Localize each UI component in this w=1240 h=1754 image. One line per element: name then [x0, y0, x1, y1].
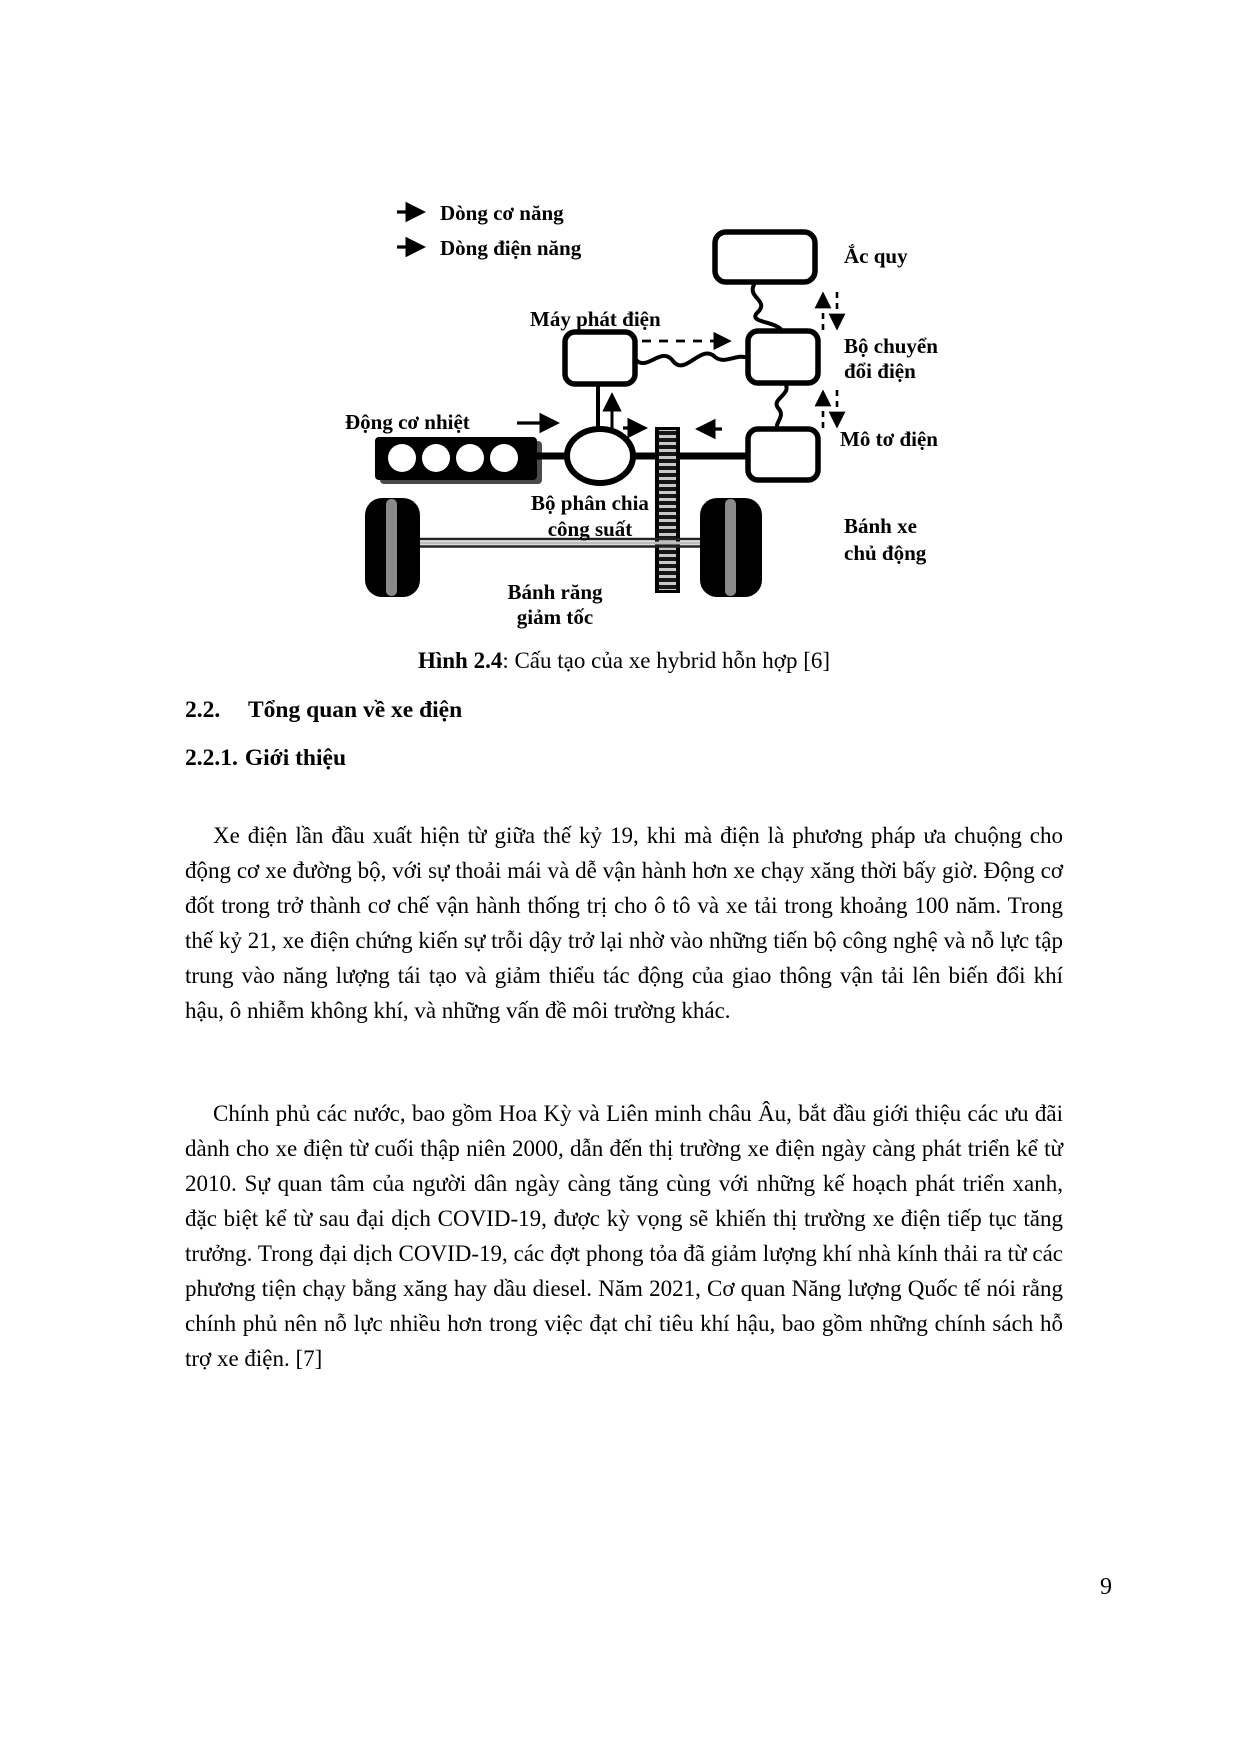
engine-cylinder-4: [490, 444, 518, 472]
converter-label-line2: đổi điện: [844, 359, 916, 383]
generator-box: [565, 332, 635, 384]
reduction-gear-label-line2: giảm tốc: [516, 605, 594, 629]
paragraph-ev-history: Xe điện lần đầu xuất hiện từ giữa thế kỷ 19, khi mà điện là phương pháp ưa chuộng cho động cơ xe đường bộ, với sự thoải mái và dễ vận hành hơn xe chạy xăng thời bấy giờ. Động cơ đốt trong trở thành cơ chế vận hành thống trị cho ô tô và xe tải trong khoảng 100 năm. Trong thế kỷ 21, xe điện chứng kiến sự trỗi dậy trở lại nhờ vào những tiến bộ công nghệ và nỗ lực tập trung vào năng lượng tái tạo và giảm thiểu tác động của giao thông vận tải lên biến đổi khí hậu, ô nhiễm không khí, và những vấn đề môi trường khác.: [185, 823, 1063, 1023]
paragraph-ev-policy: Chính phủ các nước, bao gồm Hoa Kỳ và Liên minh châu Âu, bắt đầu giới thiệu các ưu đãi dành cho xe điện từ cuối thập niên 2000, dẫn đến thị trường xe điện ngày càng phát triển kể từ 2010. Sự quan tâm của người dân ngày càng tăng cùng với những kế hoạch phát triển xanh, đặc biệt kể từ sau đại dịch COVID-19, được kỳ vọng sẽ khiến thị trường xe điện tiếp tục tăng trưởng. Trong đại dịch COVID-19, các đợt phong tỏa đã giảm lượng khí nhà kính thải ra từ các phương tiện chạy bằng xăng hay dầu diesel. Năm 2021, Cơ quan Năng lượng Quốc tế nói rằng chính phủ nên nỗ lực nhiều hơn trong việc đạt chỉ tiêu khí hậu, bao gồm những chính sách hỗ trợ xe điện. [7]: [185, 1101, 1063, 1371]
converter-label-line1: Bộ chuyển: [844, 334, 938, 358]
section-number-2-2-1: 2.2.1.: [185, 745, 238, 771]
legend-mechanical-label: Dòng cơ năng: [440, 201, 564, 225]
battery-label: Ắc quy: [844, 244, 908, 268]
section-title-2-2: Tổng quan về xe điện: [248, 697, 463, 723]
hybrid-diagram: [345, 195, 955, 635]
motor-label: Mô tơ điện: [840, 427, 938, 451]
motor-box: [748, 429, 818, 480]
power-split-label-line1: Bộ phân chia: [531, 491, 649, 515]
gear-column-teeth: [659, 430, 676, 590]
engine-label: Động cơ nhiệt: [345, 410, 470, 434]
wheel-right-rim: [725, 499, 736, 596]
drive-wheels-label-line2: chủ động: [844, 541, 927, 565]
wire-generator-converter: [635, 354, 748, 366]
legend-electrical-label: Dòng điện năng: [440, 236, 582, 260]
converter-box: [748, 331, 818, 383]
section-heading-2-2-1: [185, 745, 1063, 772]
hybrid-diagram-figure: [345, 195, 955, 635]
section-number-2-2: 2.2.: [185, 697, 221, 723]
wire-battery-converter: [753, 283, 782, 331]
engine-cylinder-2: [422, 444, 450, 472]
power-split-device: [567, 429, 633, 483]
engine-cylinder-3: [456, 444, 484, 472]
generator-label: Máy phát điện: [530, 307, 661, 331]
section-heading-2-2: [185, 697, 1063, 724]
page-number: 9: [1100, 1574, 1112, 1600]
reduction-gear-label-line1: Bánh răng: [507, 580, 603, 604]
figure-caption-label: Hình 2.4: [417, 648, 503, 673]
wheel-left-rim: [386, 499, 397, 596]
figure-caption: [185, 648, 1063, 674]
figure-caption-text: : Cấu tạo của xe hybrid hỗn hợp [6]: [502, 648, 831, 673]
drive-wheels-label-line1: Bánh xe: [844, 514, 917, 538]
battery-box: [715, 232, 815, 282]
engine-cylinder-1: [388, 444, 416, 472]
section-title-2-2-1: Giới thiệu: [244, 745, 347, 771]
power-split-label-line2: công suất: [547, 517, 633, 541]
wire-converter-motor: [777, 383, 787, 429]
